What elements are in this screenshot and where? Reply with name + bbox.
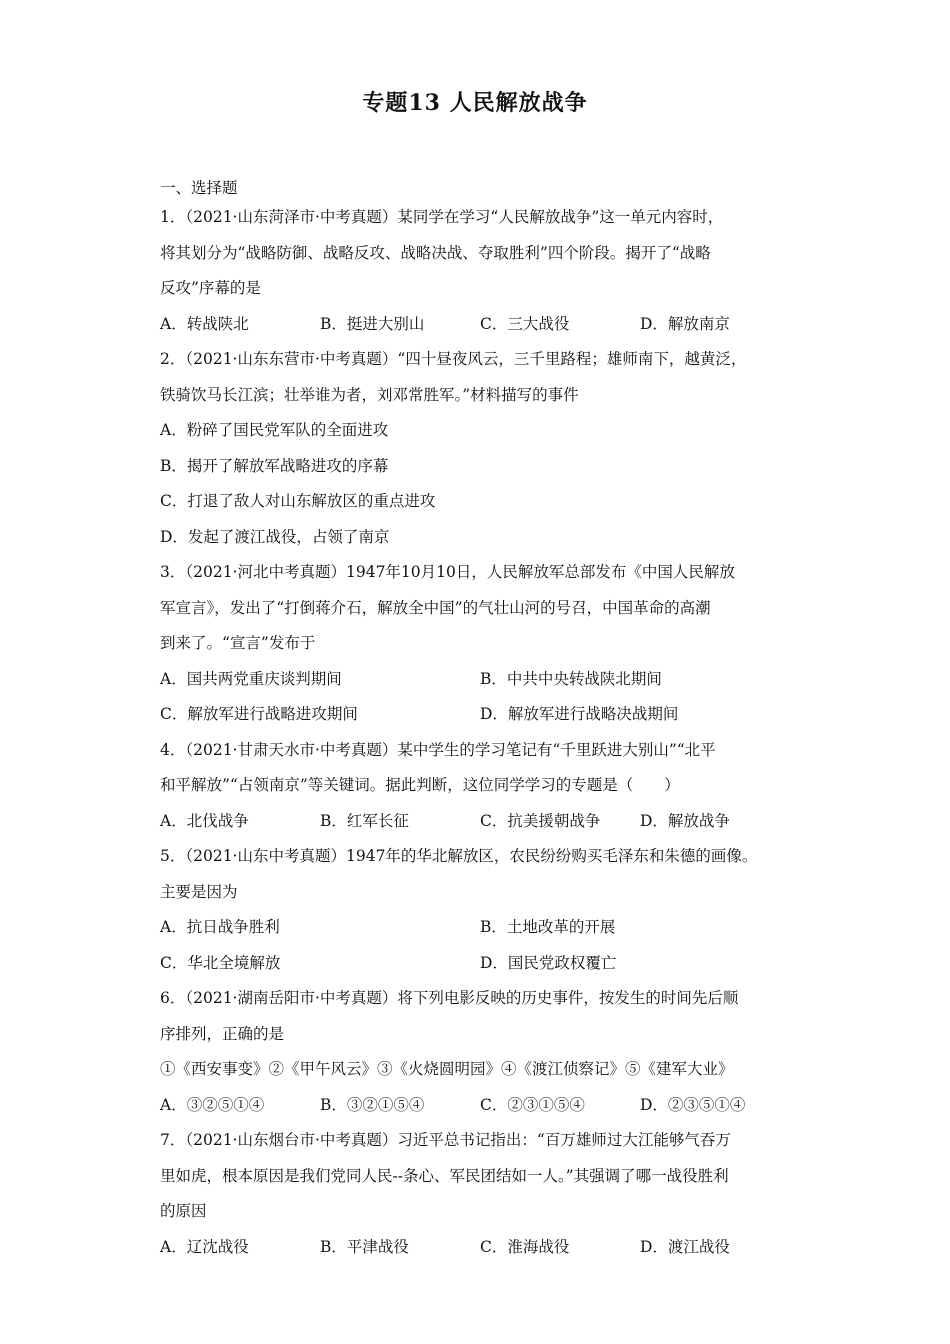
option-a[interactable]: A．③②⑤①④ (160, 1095, 265, 1114)
question-text-line: 1．（2021·山东菏泽市·中考真题）某同学在学习“人民解放战争”这一单元内容时， (160, 208, 724, 226)
question-text-line: 里如虎，根本原因是我们党同人民--条心、军民团结如一人。”其强调了哪一战役胜利 (160, 1166, 729, 1185)
option-c[interactable]: C．②③①⑤④ (480, 1095, 585, 1114)
options-row (160, 697, 800, 733)
option-b[interactable]: B．平津战役 (320, 1237, 409, 1256)
question-text-line: 3．（2021·河北中考真题）1947年10月10日，人民解放军总部发布《中国人民解放 (160, 563, 735, 581)
question-text-line: 5．（2021·山东中考真题）1947年的华北解放区，农民纷纷购买毛泽东和朱德的画像。 (160, 847, 758, 865)
question-text-line: 2．（2021·山东东营市·中考真题）“四十昼夜风云，三千里路程；雄师南下，越黄泛， (160, 350, 747, 368)
option-d[interactable]: D．②③⑤①④ (640, 1095, 746, 1114)
question-1 (160, 200, 800, 342)
option-d[interactable]: D．国民党政权覆亡 (480, 953, 617, 972)
options-row (160, 662, 800, 698)
question-text-line: 主要是因为 (160, 882, 238, 901)
options-row (160, 1230, 800, 1266)
option-c[interactable]: C．三大战役 (480, 314, 570, 333)
option-c[interactable]: C．淮海战役 (480, 1237, 570, 1256)
option-d[interactable]: D．发起了渡江战役，占领了南京 (160, 527, 390, 546)
options-row (160, 910, 800, 946)
question-text-line: ①《西安事变》②《甲午风云》③《火烧圆明园》④《渡江侦察记》⑤《建军大业》 (160, 1060, 734, 1078)
question-text-line: 到来了。“宣言”发布于 (160, 634, 316, 652)
option-d[interactable]: D．解放军进行战略决战期间 (480, 705, 679, 723)
question-text-line: 和平解放”“占领南京”等关键词。据此判断，这位同学学习的专题是（ ） (160, 776, 680, 794)
options-row (160, 804, 800, 840)
question-text-line: 7．（2021·山东烟台市·中考真题）习近平总书记指出：“百万雄师过大江能够气吞万 (160, 1131, 731, 1149)
option-a[interactable]: A．转战陕北 (160, 314, 249, 333)
option-b[interactable]: B．中共中央转战陕北期间 (480, 669, 662, 688)
question-text-line: 铁骑饮马长江滨；壮举谁为者，刘邓常胜军。”材料描写的事件 (160, 385, 579, 404)
question-text-line: 4．（2021·甘肃天水市·中考真题）某中学生的学习笔记有“千里跃进大别山”“北平 (160, 740, 716, 759)
option-a[interactable]: A．抗日战争胜利 (160, 918, 280, 936)
option-a[interactable]: A．粉碎了国民党军队的全面进攻 (160, 421, 389, 439)
option-b[interactable]: B．土地改革的开展 (480, 918, 616, 936)
question-2 (160, 342, 800, 555)
option-d[interactable]: D．渡江战役 (640, 1237, 730, 1256)
page-title: 专题13 人民解放战争 (362, 90, 588, 116)
option-d[interactable]: D．解放战争 (640, 811, 730, 830)
option-b[interactable]: B．挺进大别山 (320, 314, 425, 333)
option-b[interactable]: B．揭开了解放军战略进攻的序幕 (160, 456, 389, 475)
option-a[interactable]: A．国共两党重庆谈判期间 (160, 669, 342, 688)
option-b[interactable]: B．③②①⑤④ (320, 1095, 425, 1114)
question-3 (160, 555, 800, 733)
question-text-line: 的原因 (160, 1202, 207, 1220)
options-row (160, 307, 800, 343)
option-b[interactable]: B．红军长征 (320, 811, 409, 830)
option-d[interactable]: D．解放南京 (640, 314, 730, 333)
options-row (160, 1088, 800, 1124)
question-7 (160, 1123, 800, 1265)
question-text-line: 序排列，正确的是 (160, 1024, 285, 1043)
option-a[interactable]: A．辽沈战役 (160, 1237, 249, 1256)
question-text-line: 反攻”序幕的是 (160, 279, 261, 297)
question-5 (160, 839, 800, 981)
option-c[interactable]: C．华北全境解放 (160, 953, 281, 972)
option-c[interactable]: C．抗美援朝战争 (480, 811, 601, 830)
question-text-line: 将其划分为“战略防御、战略反攻、战略决战、夺取胜利”四个阶段。揭开了“战略 (160, 243, 711, 262)
option-a[interactable]: A．北伐战争 (160, 811, 249, 830)
option-c[interactable]: C．解放军进行战略进攻期间 (160, 705, 358, 723)
question-text-line: 6．（2021·湖南岳阳市·中考真题）将下列电影反映的历史事件，按发生的时间先后顺 (160, 989, 739, 1007)
question-6 (160, 981, 800, 1123)
options-row (160, 946, 800, 982)
question-text-line: 军宣言》，发出了“打倒蒋介石，解放全中国”的气壮山河的号召，中国革命的高潮 (160, 598, 711, 617)
option-c[interactable]: C．打退了敌人对山东解放区的重点进攻 (160, 492, 436, 510)
question-4 (160, 733, 800, 840)
section-heading: 一、选择题 (160, 179, 238, 197)
question-list (160, 176, 800, 1265)
